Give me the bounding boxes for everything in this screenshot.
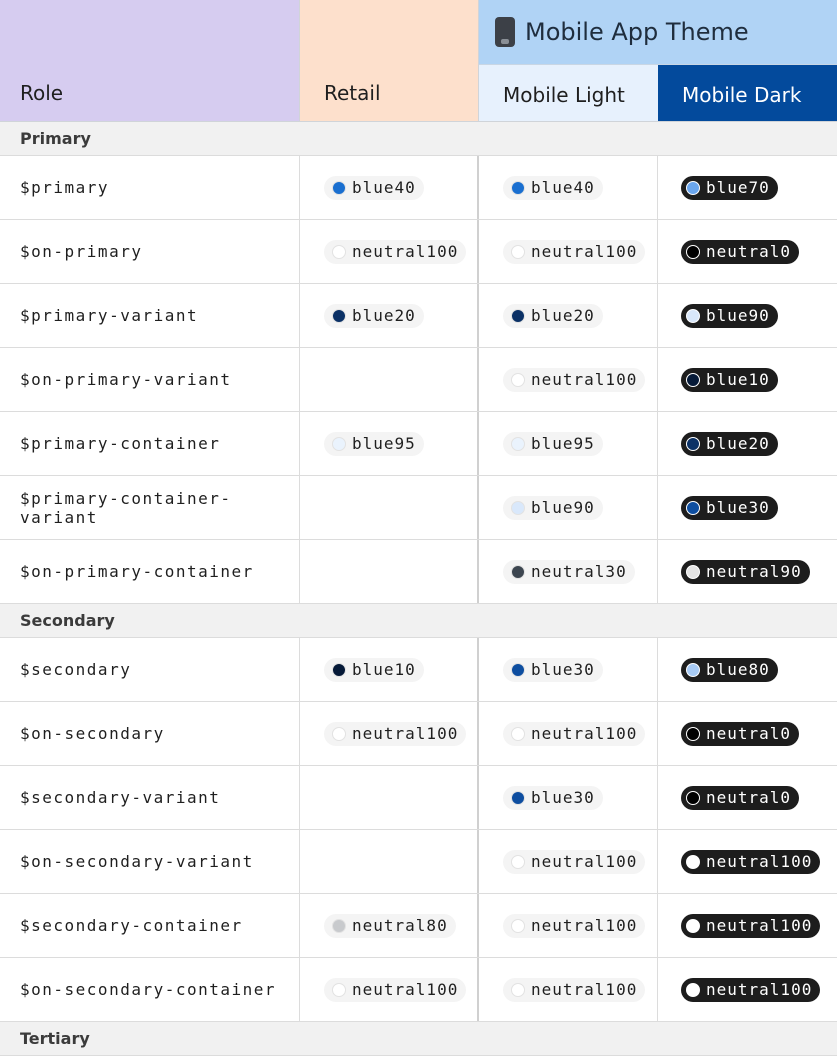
table-row bbox=[0, 894, 837, 958]
color-token-label: blue90 bbox=[531, 498, 595, 517]
color-token-chip bbox=[503, 560, 635, 584]
retail-cell bbox=[300, 958, 479, 1021]
color-token-label: neutral100 bbox=[352, 724, 459, 743]
role-cell: $primary bbox=[0, 156, 300, 219]
header-mobile-theme-label: Mobile App Theme bbox=[525, 18, 749, 46]
color-swatch-icon bbox=[332, 181, 346, 195]
color-swatch-icon bbox=[511, 791, 525, 805]
color-token-label: neutral100 bbox=[531, 916, 638, 935]
retail-cell bbox=[300, 638, 479, 701]
header-mobile-subcolumns bbox=[479, 65, 837, 121]
color-swatch-icon bbox=[332, 245, 346, 259]
mobile-light-cell bbox=[479, 348, 658, 411]
mobile-light-cell bbox=[479, 220, 658, 283]
color-swatch-icon bbox=[332, 983, 346, 997]
role-cell: $secondary-variant bbox=[0, 766, 300, 829]
color-token-label: neutral100 bbox=[531, 980, 638, 999]
header-mobile-theme bbox=[479, 0, 837, 65]
color-swatch-icon bbox=[332, 727, 346, 741]
table-row bbox=[0, 284, 837, 348]
retail-cell bbox=[300, 702, 479, 765]
mobile-dark-cell bbox=[658, 702, 837, 765]
retail-cell bbox=[300, 540, 479, 603]
mobile-light-cell bbox=[479, 958, 658, 1021]
color-swatch-icon bbox=[686, 855, 700, 869]
table-row bbox=[0, 638, 837, 702]
color-token-label: blue95 bbox=[531, 434, 595, 453]
color-token-chip bbox=[681, 240, 799, 264]
role-cell: $primary-container-variant bbox=[0, 476, 300, 539]
table-row bbox=[0, 348, 837, 412]
color-swatch-icon bbox=[511, 727, 525, 741]
role-cell: $on-secondary-container bbox=[0, 958, 300, 1021]
retail-cell bbox=[300, 894, 479, 957]
color-token-chip bbox=[503, 304, 603, 328]
table-row bbox=[0, 766, 837, 830]
mobile-dark-cell bbox=[658, 348, 837, 411]
mobile-dark-cell bbox=[658, 958, 837, 1021]
color-token-chip bbox=[503, 368, 645, 392]
mobile-light-cell bbox=[479, 412, 658, 475]
color-swatch-icon bbox=[686, 727, 700, 741]
mobile-phone-icon bbox=[495, 17, 515, 47]
color-token-chip bbox=[324, 722, 466, 746]
header-mobile-dark-label: Mobile Dark bbox=[682, 83, 802, 107]
mobile-dark-cell bbox=[658, 476, 837, 539]
mobile-light-cell bbox=[479, 766, 658, 829]
color-swatch-icon bbox=[686, 437, 700, 451]
header-mobile-light-column bbox=[479, 65, 658, 121]
color-token-chip bbox=[503, 176, 603, 200]
color-token-label: blue20 bbox=[352, 306, 416, 325]
color-token-chip bbox=[324, 978, 466, 1002]
section-header: Secondary bbox=[0, 604, 837, 638]
color-token-chip bbox=[503, 658, 603, 682]
table-row bbox=[0, 702, 837, 766]
color-swatch-icon bbox=[686, 565, 700, 579]
header-retail-label: Retail bbox=[324, 81, 381, 105]
color-swatch-icon bbox=[511, 373, 525, 387]
color-token-label: neutral100 bbox=[531, 370, 638, 389]
mobile-dark-cell bbox=[658, 830, 837, 893]
color-token-chip bbox=[503, 240, 645, 264]
color-token-chip bbox=[324, 304, 424, 328]
color-token-chip bbox=[324, 176, 424, 200]
mobile-dark-cell bbox=[658, 894, 837, 957]
color-swatch-icon bbox=[332, 309, 346, 323]
color-token-label: neutral100 bbox=[706, 852, 813, 871]
mobile-dark-cell bbox=[658, 220, 837, 283]
color-swatch-icon bbox=[332, 663, 346, 677]
color-swatch-icon bbox=[686, 791, 700, 805]
color-token-chip bbox=[681, 304, 778, 328]
retail-cell bbox=[300, 830, 479, 893]
color-token-label: blue80 bbox=[706, 660, 770, 679]
color-token-chip bbox=[681, 176, 778, 200]
table-row bbox=[0, 540, 837, 604]
color-token-label: blue40 bbox=[531, 178, 595, 197]
color-token-label: blue90 bbox=[706, 306, 770, 325]
color-token-chip bbox=[503, 978, 645, 1002]
color-swatch-icon bbox=[511, 181, 525, 195]
color-swatch-icon bbox=[511, 855, 525, 869]
color-token-chip bbox=[681, 432, 778, 456]
color-token-label: neutral100 bbox=[531, 242, 638, 261]
mobile-dark-cell bbox=[658, 412, 837, 475]
color-token-label: neutral100 bbox=[352, 242, 459, 261]
color-swatch-icon bbox=[511, 663, 525, 677]
color-token-label: neutral100 bbox=[706, 980, 813, 999]
retail-cell bbox=[300, 476, 479, 539]
color-token-chip bbox=[503, 496, 603, 520]
color-swatch-icon bbox=[332, 437, 346, 451]
retail-cell bbox=[300, 412, 479, 475]
color-swatch-icon bbox=[511, 437, 525, 451]
color-swatch-icon bbox=[511, 983, 525, 997]
color-token-chip bbox=[681, 560, 810, 584]
color-token-label: blue10 bbox=[706, 370, 770, 389]
color-token-label: blue30 bbox=[706, 498, 770, 517]
mobile-light-cell bbox=[479, 702, 658, 765]
color-token-chip bbox=[324, 240, 466, 264]
mobile-light-cell bbox=[479, 540, 658, 603]
role-cell: $on-primary-container bbox=[0, 540, 300, 603]
header-role-label: Role bbox=[20, 81, 64, 105]
color-token-chip bbox=[681, 496, 778, 520]
color-swatch-icon bbox=[686, 919, 700, 933]
color-token-label: blue40 bbox=[352, 178, 416, 197]
mobile-light-cell bbox=[479, 476, 658, 539]
color-token-chip bbox=[503, 914, 645, 938]
header-role-column bbox=[0, 0, 300, 121]
table-body bbox=[0, 122, 837, 1056]
header-mobile-group bbox=[479, 0, 837, 121]
color-token-label: neutral80 bbox=[352, 916, 448, 935]
color-token-chip bbox=[324, 432, 424, 456]
color-token-chip bbox=[681, 722, 799, 746]
color-token-label: neutral0 bbox=[706, 788, 792, 807]
color-token-label: neutral90 bbox=[706, 562, 802, 581]
role-cell: $on-primary-variant bbox=[0, 348, 300, 411]
color-swatch-icon bbox=[511, 309, 525, 323]
color-token-label: blue10 bbox=[352, 660, 416, 679]
color-swatch-icon bbox=[686, 245, 700, 259]
color-token-label: blue30 bbox=[531, 788, 595, 807]
color-token-label: neutral100 bbox=[531, 724, 638, 743]
color-swatch-icon bbox=[686, 663, 700, 677]
color-swatch-icon bbox=[511, 245, 525, 259]
retail-cell bbox=[300, 220, 479, 283]
color-token-chip bbox=[503, 786, 603, 810]
header-mobile-dark-column bbox=[658, 65, 837, 121]
table-row bbox=[0, 830, 837, 894]
table-header bbox=[0, 0, 837, 122]
retail-cell bbox=[300, 348, 479, 411]
header-mobile-light-label: Mobile Light bbox=[503, 83, 625, 107]
mobile-dark-cell bbox=[658, 540, 837, 603]
mobile-dark-cell bbox=[658, 156, 837, 219]
color-token-chip bbox=[324, 658, 424, 682]
mobile-light-cell bbox=[479, 638, 658, 701]
color-token-chip bbox=[681, 914, 820, 938]
role-cell: $secondary-container bbox=[0, 894, 300, 957]
mobile-dark-cell bbox=[658, 638, 837, 701]
retail-cell bbox=[300, 766, 479, 829]
mobile-light-cell bbox=[479, 156, 658, 219]
color-token-label: neutral100 bbox=[352, 980, 459, 999]
header-retail-column bbox=[300, 0, 479, 121]
color-token-chip bbox=[324, 914, 456, 938]
table-row bbox=[0, 476, 837, 540]
role-cell: $secondary bbox=[0, 638, 300, 701]
color-token-label: blue70 bbox=[706, 178, 770, 197]
section-header: Primary bbox=[0, 122, 837, 156]
role-cell: $on-secondary bbox=[0, 702, 300, 765]
color-token-chip bbox=[681, 978, 820, 1002]
color-token-chip bbox=[503, 722, 645, 746]
mobile-light-cell bbox=[479, 284, 658, 347]
color-swatch-icon bbox=[686, 181, 700, 195]
table-row bbox=[0, 156, 837, 220]
color-swatch-icon bbox=[332, 919, 346, 933]
table-row bbox=[0, 958, 837, 1022]
color-token-label: blue20 bbox=[706, 434, 770, 453]
table-row bbox=[0, 412, 837, 476]
color-token-chip bbox=[503, 432, 603, 456]
color-token-label: blue30 bbox=[531, 660, 595, 679]
retail-cell bbox=[300, 284, 479, 347]
table-row bbox=[0, 220, 837, 284]
role-cell: $on-secondary-variant bbox=[0, 830, 300, 893]
role-cell: $primary-container bbox=[0, 412, 300, 475]
color-token-chip bbox=[503, 850, 645, 874]
color-token-label: neutral0 bbox=[706, 242, 792, 261]
color-token-label: blue20 bbox=[531, 306, 595, 325]
color-swatch-icon bbox=[686, 309, 700, 323]
color-token-label: neutral100 bbox=[531, 852, 638, 871]
role-cell: $primary-variant bbox=[0, 284, 300, 347]
color-token-label: neutral0 bbox=[706, 724, 792, 743]
color-swatch-icon bbox=[511, 919, 525, 933]
color-token-label: neutral100 bbox=[706, 916, 813, 935]
color-swatch-icon bbox=[686, 501, 700, 515]
color-swatch-icon bbox=[686, 373, 700, 387]
color-swatch-icon bbox=[686, 983, 700, 997]
color-swatch-icon bbox=[511, 501, 525, 515]
role-cell: $on-primary bbox=[0, 220, 300, 283]
mobile-light-cell bbox=[479, 830, 658, 893]
color-token-chip bbox=[681, 368, 778, 392]
mobile-light-cell bbox=[479, 894, 658, 957]
color-token-label: blue95 bbox=[352, 434, 416, 453]
color-token-chip bbox=[681, 850, 820, 874]
color-token-chip bbox=[681, 658, 778, 682]
mobile-dark-cell bbox=[658, 284, 837, 347]
color-token-label: neutral30 bbox=[531, 562, 627, 581]
mobile-dark-cell bbox=[658, 766, 837, 829]
color-token-chip bbox=[681, 786, 799, 810]
color-swatch-icon bbox=[511, 565, 525, 579]
section-header: Tertiary bbox=[0, 1022, 837, 1056]
retail-cell bbox=[300, 156, 479, 219]
